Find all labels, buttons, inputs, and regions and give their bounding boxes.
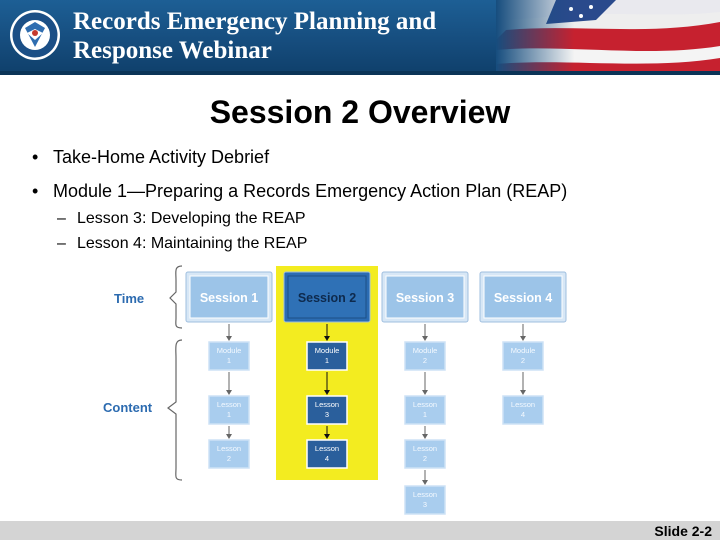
footer-bar — [0, 521, 720, 540]
content-box-number: 2 — [226, 454, 232, 463]
content-box-number: 3 — [324, 410, 330, 419]
content-box-number: 3 — [422, 500, 428, 509]
content-box-title: Lesson — [216, 444, 242, 453]
sub-bullet-text: Lesson 3: Developing the REAP — [77, 210, 306, 227]
session-label: Session 3 — [395, 291, 455, 305]
content-box-title: Lesson — [314, 400, 340, 409]
banner-bottom-stripe — [0, 71, 720, 75]
session-label: Session 2 — [297, 291, 357, 305]
content-box-number: 2 — [422, 356, 428, 365]
bullet-icon: • — [32, 147, 39, 167]
content-box-title: Lesson — [412, 400, 438, 409]
flag-graphic — [496, 0, 720, 75]
dash-icon: – — [57, 210, 66, 227]
bullet-icon: • — [32, 181, 39, 201]
content-box-title: Module — [412, 346, 438, 355]
bullet-item — [32, 180, 702, 202]
session-label: Session 4 — [493, 291, 553, 305]
bullet-list — [32, 146, 702, 256]
bullet-text: Module 1—Preparing a Records Emergency Action Plan (REAP) — [53, 181, 568, 201]
time-label: Time — [114, 291, 145, 306]
content-box-number: 1 — [226, 356, 232, 365]
arrow-head-icon — [422, 480, 428, 485]
session-diagram — [100, 262, 580, 524]
webinar-title-line1: Records Emergency Planning and — [73, 8, 437, 35]
sub-bullet-list — [32, 206, 702, 256]
sub-bullet-item — [57, 231, 702, 256]
content-box-number: 4 — [520, 410, 526, 419]
bullet-item — [32, 146, 702, 168]
content-box-title: Module — [314, 346, 340, 355]
session-label: Session 1 — [199, 291, 259, 305]
arrow-head-icon — [422, 390, 428, 395]
content-brace — [168, 340, 182, 480]
content-box-number: 4 — [324, 454, 330, 463]
content-label: Content — [103, 400, 153, 415]
webinar-title — [73, 7, 436, 65]
arrow-head-icon — [422, 336, 428, 341]
dash-icon: – — [57, 235, 66, 252]
content-box-title: Lesson — [314, 444, 340, 453]
content-box-title: Lesson — [510, 400, 536, 409]
webinar-title-line2: Response Webinar — [73, 37, 272, 64]
sub-bullet-text: Lesson 4: Maintaining the REAP — [77, 235, 308, 252]
arrow-head-icon — [520, 336, 526, 341]
content-box-number: 1 — [422, 410, 428, 419]
sub-bullet-item — [57, 206, 702, 231]
content-box-title: Module — [510, 346, 536, 355]
bullet-text: Take-Home Activity Debrief — [53, 147, 270, 167]
time-brace — [170, 266, 182, 328]
content-box-title: Lesson — [412, 444, 438, 453]
arrow-head-icon — [226, 390, 232, 395]
slide-number: Slide 2-2 — [654, 523, 712, 539]
content-box-title: Lesson — [216, 400, 242, 409]
content-box-title: Module — [216, 346, 242, 355]
content-box-number: 1 — [324, 356, 330, 365]
arrow-head-icon — [226, 336, 232, 341]
dhs-seal-icon — [9, 9, 61, 61]
arrow-head-icon — [226, 434, 232, 439]
slide-title: Session 2 Overview — [209, 94, 511, 130]
header-banner — [0, 0, 720, 75]
content-box-title: Lesson — [412, 490, 438, 499]
arrow-head-icon — [520, 390, 526, 395]
content-box-number: 2 — [520, 356, 526, 365]
arrow-head-icon — [422, 434, 428, 439]
content-box-number: 1 — [226, 410, 232, 419]
content-box-number: 2 — [422, 454, 428, 463]
